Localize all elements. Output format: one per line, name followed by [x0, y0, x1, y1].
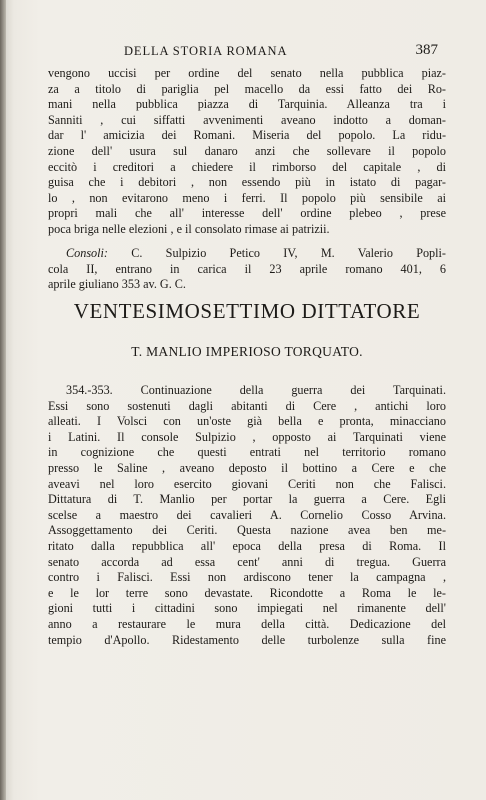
- consoli-text: C. Sulpizio Petico IV, M. Valerio Popli-: [107, 246, 446, 260]
- book-spine: [0, 0, 6, 800]
- consoli-line: cola II, entrano in carica il 23 aprile romano 401, 6: [48, 261, 446, 276]
- text-line: presso le Saline , aveano deposto il bottino a Cere e che: [48, 460, 446, 475]
- text-line: contro i Falisci. Essi non ardiscono tener la campagna ,: [48, 570, 446, 585]
- text-line: propri mali che all' interesse dell' ordine plebeo , prese: [48, 206, 446, 221]
- section-heading: VENTESIMOSETTIMO DITTATORE: [73, 299, 421, 323]
- text-line: senato accorda ad essa cent' anni di tregua. Guerra: [48, 554, 446, 569]
- paragraph-1: [48, 66, 446, 238]
- text-line: Assoggettamento dei Ceriti. Questa nazione avea ben me-: [48, 523, 446, 538]
- text-line: za a titolo di pariglia pel macello da essi fatto dei Ro-: [48, 81, 446, 96]
- text-line: mani nella pubblica piazza di Tarquinia. Alleanza tra i: [48, 97, 446, 112]
- text-line: alleati. I Volsci con un'oste già bella e pronta, minacciano: [48, 414, 446, 429]
- text-line: zione dell' usura sul danaro anzi che sollevare il popolo: [48, 143, 446, 158]
- page-header: [124, 44, 438, 62]
- text-line: Sanniti , cui siffatti avvenimenti aveano indotto a doman-: [48, 112, 446, 127]
- text-line: 354.-353. Continuazione della guerra dei Tarquinati.: [66, 383, 446, 397]
- text-line: Essi sono sostenuti dagli abitanti di Cere , antichi loro: [48, 398, 446, 413]
- text-line: scelse a maestro dei cavalieri A. Cornelio Cosso Arvina.: [48, 507, 446, 522]
- text-line: gioni tutti i cittadini sono impiegati nel rimanente dell': [48, 601, 446, 616]
- text-line: dar l' amicizia dei Romani. Miseria del popolo. La ridu-: [48, 128, 446, 143]
- text-line: poca briga nelle elezioni , e il consolato rimase ai patrizii.: [48, 221, 330, 236]
- text-line: anno a restaurare le mura della città. Dedicazione del: [48, 616, 446, 631]
- text-line: tempio d'Apollo. Ridestamento delle turbolenze sulla fine: [48, 632, 446, 647]
- text-line: in cognizione che questi entrati nel territorio romano: [48, 445, 446, 460]
- text-line: ritato dalla repubblica all' epoca della presa di Roma. Il: [48, 538, 446, 553]
- text-line: vengono uccisi per ordine del senato nella pubblica piaz-: [48, 66, 446, 80]
- text-line: i Latini. Il console Sulpizio , opposto ai Tarquinati viene: [48, 429, 446, 444]
- consoli-line: [48, 246, 446, 262]
- page-number: 387: [415, 42, 438, 58]
- consoli-block: [48, 246, 446, 293]
- text-line: Dittatura di T. Manlio per portar la guerra a Cere. Egli: [48, 492, 446, 507]
- running-title: DELLA STORIA ROMANA: [124, 44, 288, 58]
- text-line: eccitò i creditori a chiedere il rimborso del capitale , di: [48, 159, 446, 174]
- text-line: guisa che i debitori , non essendo più in istato di pagar-: [48, 175, 446, 190]
- text-line: e le lor terre sono devastate. Ricondotte a Roma le le-: [48, 585, 446, 600]
- text-line: lo , non evitarono meno i ferri. Il popolo più sensibile ai: [48, 190, 446, 205]
- paragraph-2: [48, 383, 446, 648]
- consoli-label: Consoli:: [66, 246, 108, 260]
- consoli-line: aprile giuliano 353 av. G. C.: [48, 277, 186, 292]
- text-line: aveavi nel loro esercito giovani Ceriti non che Falisci.: [48, 476, 446, 491]
- section-subheading: T. MANLIO IMPERIOSO TORQUATO.: [131, 344, 363, 359]
